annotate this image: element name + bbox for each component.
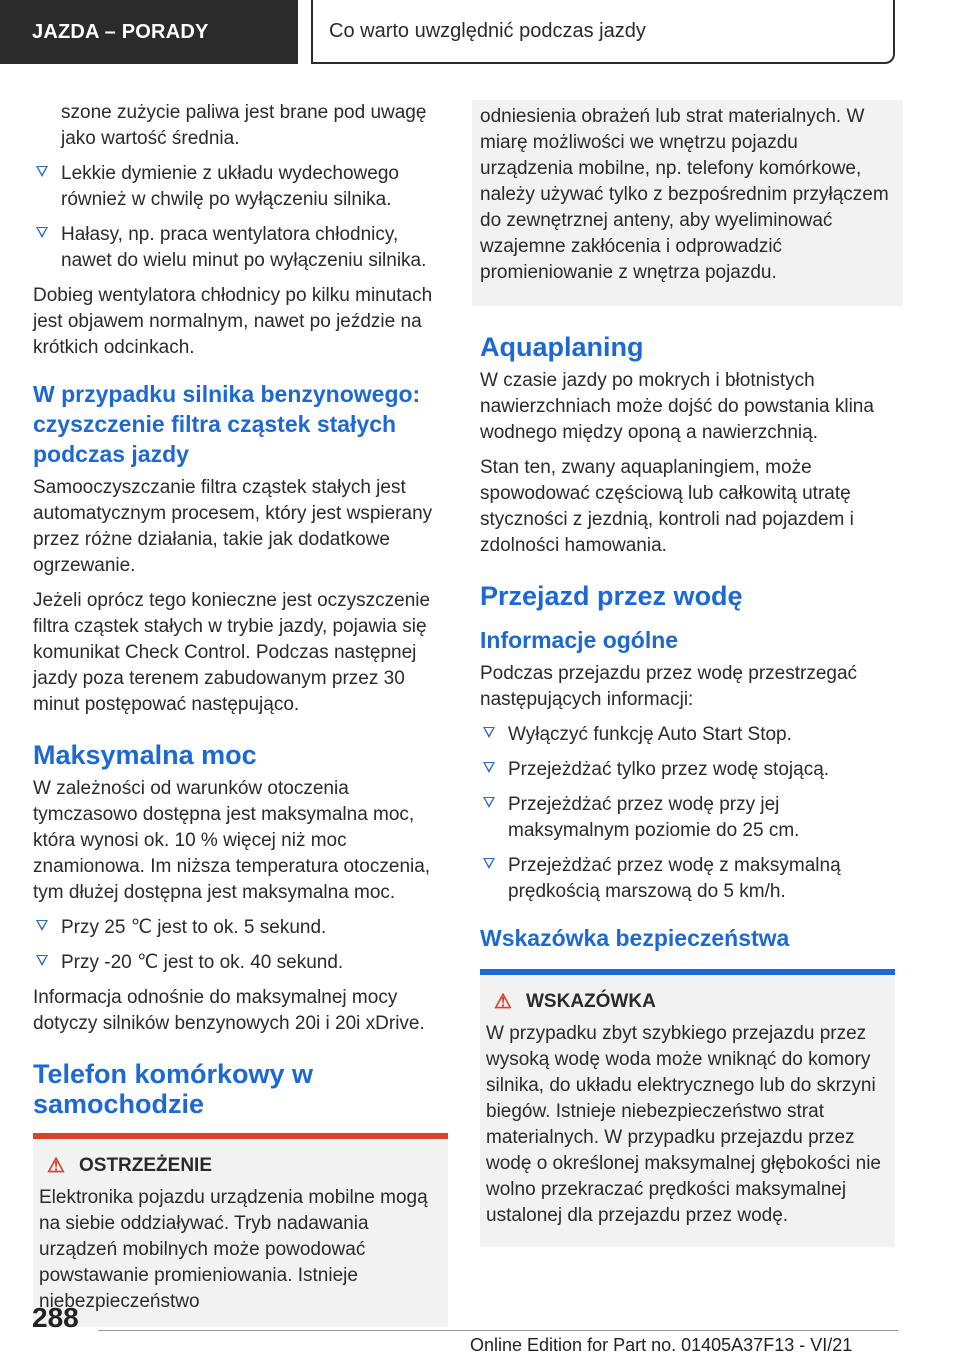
general-paragraph: Podczas przejazdu przez wodę przestrzegać następujących informacji: — [480, 663, 858, 710]
bullet-list — [480, 722, 895, 905]
continued-text: szone zużycie paliwa jest brane pod uwagę jako wartość średnia. — [61, 102, 427, 149]
list-item: Przejeżdżać tylko przez wodę stojącą. — [480, 757, 895, 783]
list-item: Przy 25 ℃ jest to ok. 5 sekund. — [33, 915, 448, 941]
list-item: Przy -20 ℃ jest to ok. 40 sekund. — [33, 950, 448, 976]
warning-triangle-icon: ⚠ — [494, 991, 512, 1013]
triangle-bullet-icon — [483, 797, 495, 808]
list-item: Hałasy, np. praca wentylatora chłodnicy, nawet do wielu minut po wyłączeniu silnika. — [33, 222, 448, 274]
warning-continued-text: odniesienia obrażeń lub strat materialnych. W miarę możliwości we wnętrzu pojazdu urządzenia mobilne, np. telefony komórkowe, należy używać tylko z bezpośrednim przyłączem do zewnętrznej anteny, aby wyeliminować wzajemne zakłócenia i odprowadzić promieniowanie z wnętrza pojazdu. — [480, 106, 889, 283]
warning-text: Elektronika pojazdu urządzenia mobilne mogą na siebie oddziaływać. Tryb nadawania urządzeń mobilnych może powodować powstawanie promieniowania. Istnieje niebezpieczeństwo — [39, 1187, 428, 1312]
heading-general-info: Informacje ogólne — [480, 627, 679, 653]
topic-title: Co warto uwzględnić podczas jazdy — [311, 0, 895, 64]
page-number: 288 — [32, 1302, 79, 1333]
notice-box — [480, 969, 895, 1247]
triangle-bullet-icon — [483, 762, 495, 773]
list-item: Wyłączyć funkcję Auto Start Stop. — [480, 722, 895, 748]
notice-text: W przypadku zbyt szybkiego przejazdu przez wysoką wodę woda może wniknąć do komory silnika, do układu elektrycznego lub do skrzyni biegów. Istnieje niebezpieczeństwo strat materialnych. W przypadku przejazdu przez wodę o określonej maksymalnej głębokości nie wolno przekraczać prędkości maksymalnej ustalonej dla przejazdu przez wodę. — [486, 1023, 881, 1226]
fan-paragraph: Dobieg wentylatora chłodnicy po kilku minutach jest objawem normalnym, nawet po jeździe na krótkich odcinkach. — [33, 285, 433, 358]
left-column — [33, 100, 448, 1327]
heading-petrol-filter: W przypadku silnika benzynowego: czyszczenie filtra cząstek stałych podczas jazdy — [33, 381, 421, 467]
bullet-list — [33, 915, 448, 976]
list-item: Przejeżdżać przez wodę z maksymalną prędkością marszową do 5 km/h. — [480, 853, 895, 905]
bullet-list — [33, 161, 448, 274]
triangle-bullet-icon — [36, 227, 48, 238]
triangle-bullet-icon — [36, 920, 48, 931]
heading-aquaplaning: Aquaplaning — [480, 332, 644, 362]
section-title: JAZDA – PORADY — [0, 0, 298, 64]
edition-text: Online Edition for Part no. 01405A37F13 - VI/21 — [470, 1335, 853, 1355]
triangle-bullet-icon — [36, 955, 48, 966]
warning-triangle-icon: ⚠ — [47, 1155, 65, 1177]
petrol-paragraph-1: Samooczyszczanie filtra cząstek stałych jest automatycznym procesem, który jest wspierany przez różne działania, takie jak dodatkowe ogrzewanie. — [33, 477, 433, 576]
warning-title: OSTRZEŻENIE — [79, 1155, 213, 1176]
heading-phone: Telefon komórkowy w samochodzie — [33, 1059, 314, 1119]
warning-box — [33, 1133, 448, 1327]
triangle-bullet-icon — [483, 858, 495, 869]
aqua-paragraph-2: Stan ten, zwany aquaplaningiem, może spowodować częściową lub całkowitą utratę styczności z jezdnią, kontroli nad pojazdem i zdolności hamowania. — [480, 457, 854, 556]
warning-box-continued — [472, 100, 903, 306]
notice-title: WSKAZÓWKA — [526, 991, 656, 1012]
aqua-paragraph-1: W czasie jazdy po mokrych i błotnistych nawierzchniach może dojść do powstania klina wodnego między oponą a nawierzchnią. — [480, 370, 874, 443]
list-item: Przejeżdżać przez wodę przy jej maksymalnym poziomie do 25 cm. — [480, 792, 895, 844]
list-item: Lekkie dymienie z układu wydechowego również w chwilę po wyłączeniu silnika. — [33, 161, 448, 213]
right-column — [480, 100, 895, 1247]
petrol-paragraph-2: Jeżeli oprócz tego konieczne jest oczyszczenie filtra cząstek stałych w trybie jazdy, pojawia się komunikat Check Control. Podczas następnej jazdy poza terenem zabudowanym przez 30 minut postępować następująco. — [33, 590, 431, 715]
footer-divider — [98, 1330, 898, 1331]
page-header — [0, 0, 960, 66]
heading-max-power: Maksymalna moc — [33, 740, 257, 770]
triangle-bullet-icon — [483, 727, 495, 738]
triangle-bullet-icon — [36, 166, 48, 177]
power-paragraph-1: W zależności od warunków otoczenia tymczasowo dostępna jest maksymalna moc, która wynosi ok. 10 % więcej niż moc znamionowa. Im niższa temperatura otoczenia, tym dłużej dostępna jest maksymalna moc. — [33, 778, 431, 903]
heading-water-crossing: Przejazd przez wodę — [480, 581, 743, 611]
heading-safety-notice: Wskazówka bezpieczeństwa — [480, 925, 790, 951]
power-paragraph-2: Informacja odnośnie do maksymalnej mocy dotyczy silników benzynowych 20i i 20i xDrive. — [33, 987, 425, 1034]
